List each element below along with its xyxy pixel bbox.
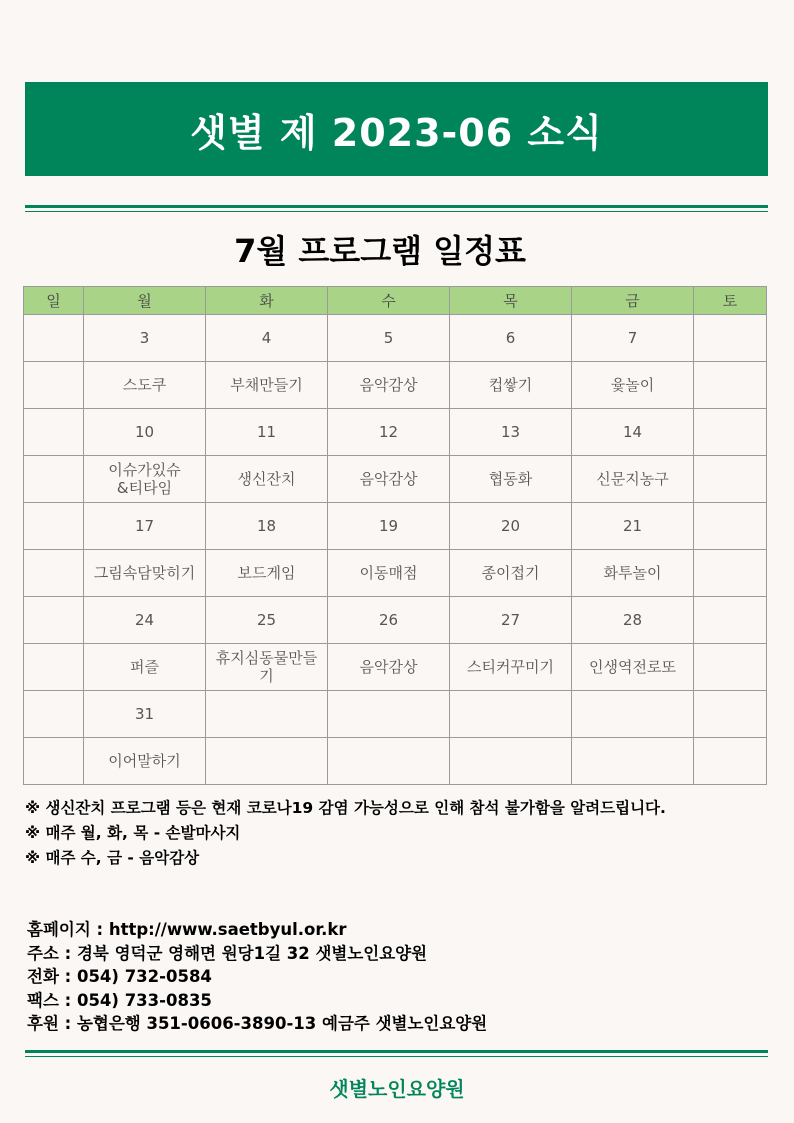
date-row xyxy=(24,691,767,738)
schedule-body xyxy=(24,315,767,785)
date-cell xyxy=(24,597,84,644)
date-cell xyxy=(328,691,450,738)
program-cell: 인생역전로또 xyxy=(572,644,694,691)
program-cell xyxy=(24,738,84,785)
day-header: 목 xyxy=(450,287,572,315)
date-cell: 19 xyxy=(328,503,450,550)
program-cell xyxy=(450,738,572,785)
contact-section xyxy=(27,918,487,1036)
date-cell: 18 xyxy=(206,503,328,550)
date-cell xyxy=(24,503,84,550)
program-cell xyxy=(694,644,767,691)
schedule-header-row xyxy=(24,287,767,315)
date-cell: 17 xyxy=(84,503,206,550)
date-cell xyxy=(572,691,694,738)
program-cell: 컵쌓기 xyxy=(450,362,572,409)
note-birthday: ※ 생신잔치 프로그램 등은 현재 코로나19 감염 가능성으로 인해 참석 불가함을 알려드립니다. xyxy=(25,799,666,817)
date-cell: 12 xyxy=(328,409,450,456)
date-cell: 13 xyxy=(450,409,572,456)
footer-organization-name: 샛별노인요양원 xyxy=(329,1077,465,1101)
program-cell: 화투놀이 xyxy=(572,550,694,597)
program-cell xyxy=(694,362,767,409)
day-header: 일 xyxy=(24,287,84,315)
date-cell xyxy=(24,409,84,456)
program-cell: 보드게임 xyxy=(206,550,328,597)
program-cell xyxy=(24,362,84,409)
date-cell xyxy=(694,409,767,456)
date-row xyxy=(24,597,767,644)
date-cell xyxy=(694,597,767,644)
date-cell: 20 xyxy=(450,503,572,550)
note-massage: ※ 매주 월, 화, 목 - 손발마사지 xyxy=(25,824,241,842)
date-cell xyxy=(24,315,84,362)
program-cell xyxy=(24,644,84,691)
contact-donation: 후원 : 농협은행 351-0606-3890-13 예금주 샛별노인요양원 xyxy=(27,1014,488,1033)
schedule-table xyxy=(23,286,767,785)
program-cell xyxy=(328,738,450,785)
newsletter-title: 샛별 제 2023-06 소식 xyxy=(190,110,603,155)
program-row xyxy=(24,362,767,409)
date-cell xyxy=(24,691,84,738)
date-cell xyxy=(450,691,572,738)
date-cell: 14 xyxy=(572,409,694,456)
notes-section xyxy=(25,796,666,871)
contact-address: 주소 : 경북 영덕군 영해면 원당1길 32 샛별노인요양원 xyxy=(27,943,428,963)
date-cell: 31 xyxy=(84,691,206,738)
date-cell: 28 xyxy=(572,597,694,644)
date-cell xyxy=(694,503,767,550)
date-cell: 6 xyxy=(450,315,572,362)
program-cell: 협동화 xyxy=(450,456,572,503)
program-cell xyxy=(694,456,767,503)
newsletter-title-banner xyxy=(25,82,768,176)
day-header: 토 xyxy=(694,287,767,315)
program-cell: 윷놀이 xyxy=(572,362,694,409)
program-row xyxy=(24,550,767,597)
day-header: 화 xyxy=(206,287,328,315)
program-cell: 음악감상 xyxy=(328,456,450,503)
program-cell: 스티커꾸미기 xyxy=(450,644,572,691)
program-cell xyxy=(206,738,328,785)
program-cell: 음악감상 xyxy=(328,362,450,409)
program-cell: 휴지심동물만들 기 xyxy=(206,644,328,691)
date-cell: 11 xyxy=(206,409,328,456)
date-row xyxy=(24,315,767,362)
day-header: 월 xyxy=(84,287,206,315)
program-cell xyxy=(572,738,694,785)
note-music: ※ 매주 수, 금 - 음악감상 xyxy=(25,849,200,867)
program-row xyxy=(24,456,767,503)
date-cell: 26 xyxy=(328,597,450,644)
date-cell: 27 xyxy=(450,597,572,644)
program-cell: 이동매점 xyxy=(328,550,450,597)
program-cell xyxy=(24,550,84,597)
date-cell xyxy=(694,691,767,738)
program-row xyxy=(24,644,767,691)
program-cell: 종이접기 xyxy=(450,550,572,597)
top-divider xyxy=(25,205,768,212)
program-row xyxy=(24,738,767,785)
program-cell: 음악감상 xyxy=(328,644,450,691)
schedule-title: 7월 프로그램 일정표 xyxy=(234,232,526,270)
date-cell: 25 xyxy=(206,597,328,644)
contact-homepage: 홈페이지 : http://www.saetbyul.or.kr xyxy=(27,920,347,939)
program-cell: 퍼즐 xyxy=(84,644,206,691)
program-cell: 신문지농구 xyxy=(572,456,694,503)
date-cell: 4 xyxy=(206,315,328,362)
date-row xyxy=(24,503,767,550)
program-cell: 생신잔치 xyxy=(206,456,328,503)
date-cell: 21 xyxy=(572,503,694,550)
date-cell: 5 xyxy=(328,315,450,362)
program-cell: 부채만들기 xyxy=(206,362,328,409)
contact-phone: 전화 : 054) 732-0584 xyxy=(27,967,212,986)
program-cell: 이어말하기 xyxy=(84,738,206,785)
date-cell: 24 xyxy=(84,597,206,644)
program-cell xyxy=(694,738,767,785)
date-row xyxy=(24,409,767,456)
date-cell: 7 xyxy=(572,315,694,362)
day-header: 금 xyxy=(572,287,694,315)
day-header: 수 xyxy=(328,287,450,315)
program-cell: 그림속담맞히기 xyxy=(84,550,206,597)
date-cell: 3 xyxy=(84,315,206,362)
program-cell xyxy=(694,550,767,597)
date-cell xyxy=(694,315,767,362)
program-cell: 이슈가있슈 &티타임 xyxy=(84,456,206,503)
bottom-divider xyxy=(25,1050,768,1057)
program-cell xyxy=(24,456,84,503)
date-cell: 10 xyxy=(84,409,206,456)
program-cell: 스도쿠 xyxy=(84,362,206,409)
contact-fax: 팩스 : 054) 733-0835 xyxy=(27,990,212,1010)
date-cell xyxy=(206,691,328,738)
